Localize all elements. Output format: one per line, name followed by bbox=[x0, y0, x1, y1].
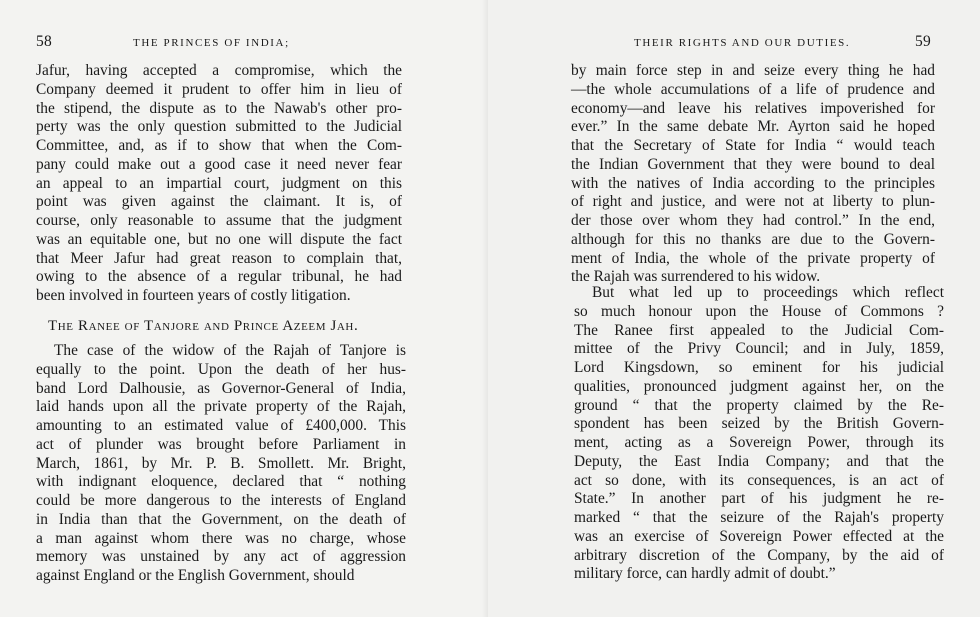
text-line: by main force step in and seize every thing he had bbox=[571, 62, 935, 79]
text-line: Committee, and, as if to show that when the Com- bbox=[36, 137, 402, 154]
text-line: But what led up to proceedings which reflect bbox=[592, 284, 944, 301]
text-line: marked “ that the seizure of the Rajah's property bbox=[574, 509, 944, 526]
text-line: although for this no thanks are due to the Govern- bbox=[571, 230, 935, 248]
text-line: act of plunder was brought before Parliament in bbox=[36, 435, 406, 453]
text-line: laid hands upon all the private property of the Rajah, bbox=[36, 398, 406, 416]
text-line: perty was the only question submitted to the Judicial bbox=[36, 118, 402, 136]
text-line: —the whole accumulations of a life of prudence and bbox=[571, 80, 935, 98]
text-line: military force, can hardly admit of doubt.” bbox=[574, 565, 836, 583]
text-line: point was given against the claimant. It is, of bbox=[36, 193, 402, 211]
text-line: that Meer Jafur had great reason to complain that, bbox=[36, 249, 402, 267]
text-line: amounting to an estimated value of £400,000. This bbox=[36, 417, 406, 434]
text-line: economy—and leave his relatives impoverished for bbox=[571, 99, 935, 117]
right-page bbox=[488, 0, 980, 617]
left-paragraph-2 bbox=[36, 342, 406, 586]
text-line: with indignant eloquence, declared that “ nothing bbox=[36, 473, 406, 491]
text-line: State.” In another part of his judgment he re- bbox=[574, 490, 944, 508]
text-line: a man against whom there was no charge, whose bbox=[36, 529, 406, 547]
text-line: ever.” In the same debate Mr. Ayrton said he hoped bbox=[571, 118, 935, 136]
text-line: course, only reasonable to assume that the judgment bbox=[36, 212, 402, 229]
text-line: ground “ that the property claimed by the Re- bbox=[574, 396, 944, 414]
text-line: ment of India, the whole of the private property of bbox=[571, 249, 935, 267]
text-line: was an exercise of Sovereign Power effected at the bbox=[574, 527, 944, 545]
text-line: spondent has been seized by the British Govern- bbox=[574, 415, 944, 433]
text-line: act so done, with its consequences, is an act of bbox=[574, 471, 944, 489]
text-line: in India than that the Government, on the death of bbox=[36, 510, 406, 528]
text-line: memory was unstained by any act of aggression bbox=[36, 548, 406, 566]
text-line: ment, acting as a Sovereign Power, through its bbox=[574, 434, 944, 451]
text-line: The case of the widow of the Rajah of Tanjore is bbox=[54, 342, 406, 359]
text-line: Deputy, the East India Company; and that the bbox=[574, 452, 944, 470]
left-running-head: THE PRINCES OF INDIA; bbox=[133, 37, 290, 49]
text-line: Company deemed it prudent to offer him in lieu of bbox=[36, 80, 402, 98]
text-line: could be more dangerous to the interests of England bbox=[36, 492, 406, 509]
text-line: an appeal to an impartial court, judgment on this bbox=[36, 174, 402, 192]
text-line: Lord Kingsdown, so eminent for his judicial bbox=[574, 359, 944, 376]
text-line: was an equitable one, but no one will dispute the fact bbox=[36, 230, 402, 248]
right-paragraph-2 bbox=[574, 284, 944, 584]
text-line: arbitrary discretion of the Company, by the aid of bbox=[574, 546, 944, 564]
text-line: owing to the absence of a regular tribunal, he had bbox=[36, 268, 402, 286]
text-line: der those over whom they had control.” In the end, bbox=[571, 212, 935, 229]
right-running-head: THEIR RIGHTS AND OUR DUTIES. bbox=[634, 37, 851, 49]
text-line: equally to the point. Upon the death of her hus- bbox=[36, 360, 406, 378]
text-line: of right and justice, and were not at liberty to plun- bbox=[571, 193, 935, 211]
text-line: the stipend, the dispute as to the Nawab's other pro- bbox=[36, 99, 402, 117]
left-paragraph-1 bbox=[36, 62, 402, 306]
left-page-number: 58 bbox=[36, 33, 53, 50]
text-line: so much honour upon the House of Commons ? bbox=[574, 302, 944, 320]
right-paragraph-1 bbox=[571, 62, 935, 287]
right-page-number: 59 bbox=[915, 33, 932, 50]
text-line: against England or the English Government, should bbox=[36, 567, 355, 584]
left-page bbox=[0, 0, 488, 617]
text-line: been involved in fourteen years of costly litigation. bbox=[36, 287, 351, 304]
text-line: March, 1861, by Mr. P. B. Smollett. Mr. Bright, bbox=[36, 454, 406, 472]
text-line: Jafur, having accepted a compromise, which the bbox=[36, 62, 402, 79]
text-line: the Rajah was surrendered to his widow. bbox=[571, 268, 821, 286]
text-line: band Lord Dalhousie, as Governor-General of India, bbox=[36, 379, 406, 397]
text-line: with the natives of India according to the principles bbox=[571, 174, 935, 192]
text-line: The Ranee first appealed to the Judicial Com- bbox=[574, 321, 944, 339]
text-line: qualities, pronounced judgment against her, on the bbox=[574, 377, 944, 395]
section-heading: The Ranee of Tanjore and Prince Azeem Jah. bbox=[48, 318, 359, 334]
text-line: mittee of the Privy Council; and in July, 1859, bbox=[574, 340, 944, 358]
text-line: the Indian Government that they were bound to deal bbox=[571, 155, 935, 173]
text-line: that the Secretary of State for India “ would teach bbox=[571, 137, 935, 154]
text-line: pany could make out a good case it need never fear bbox=[36, 155, 402, 173]
